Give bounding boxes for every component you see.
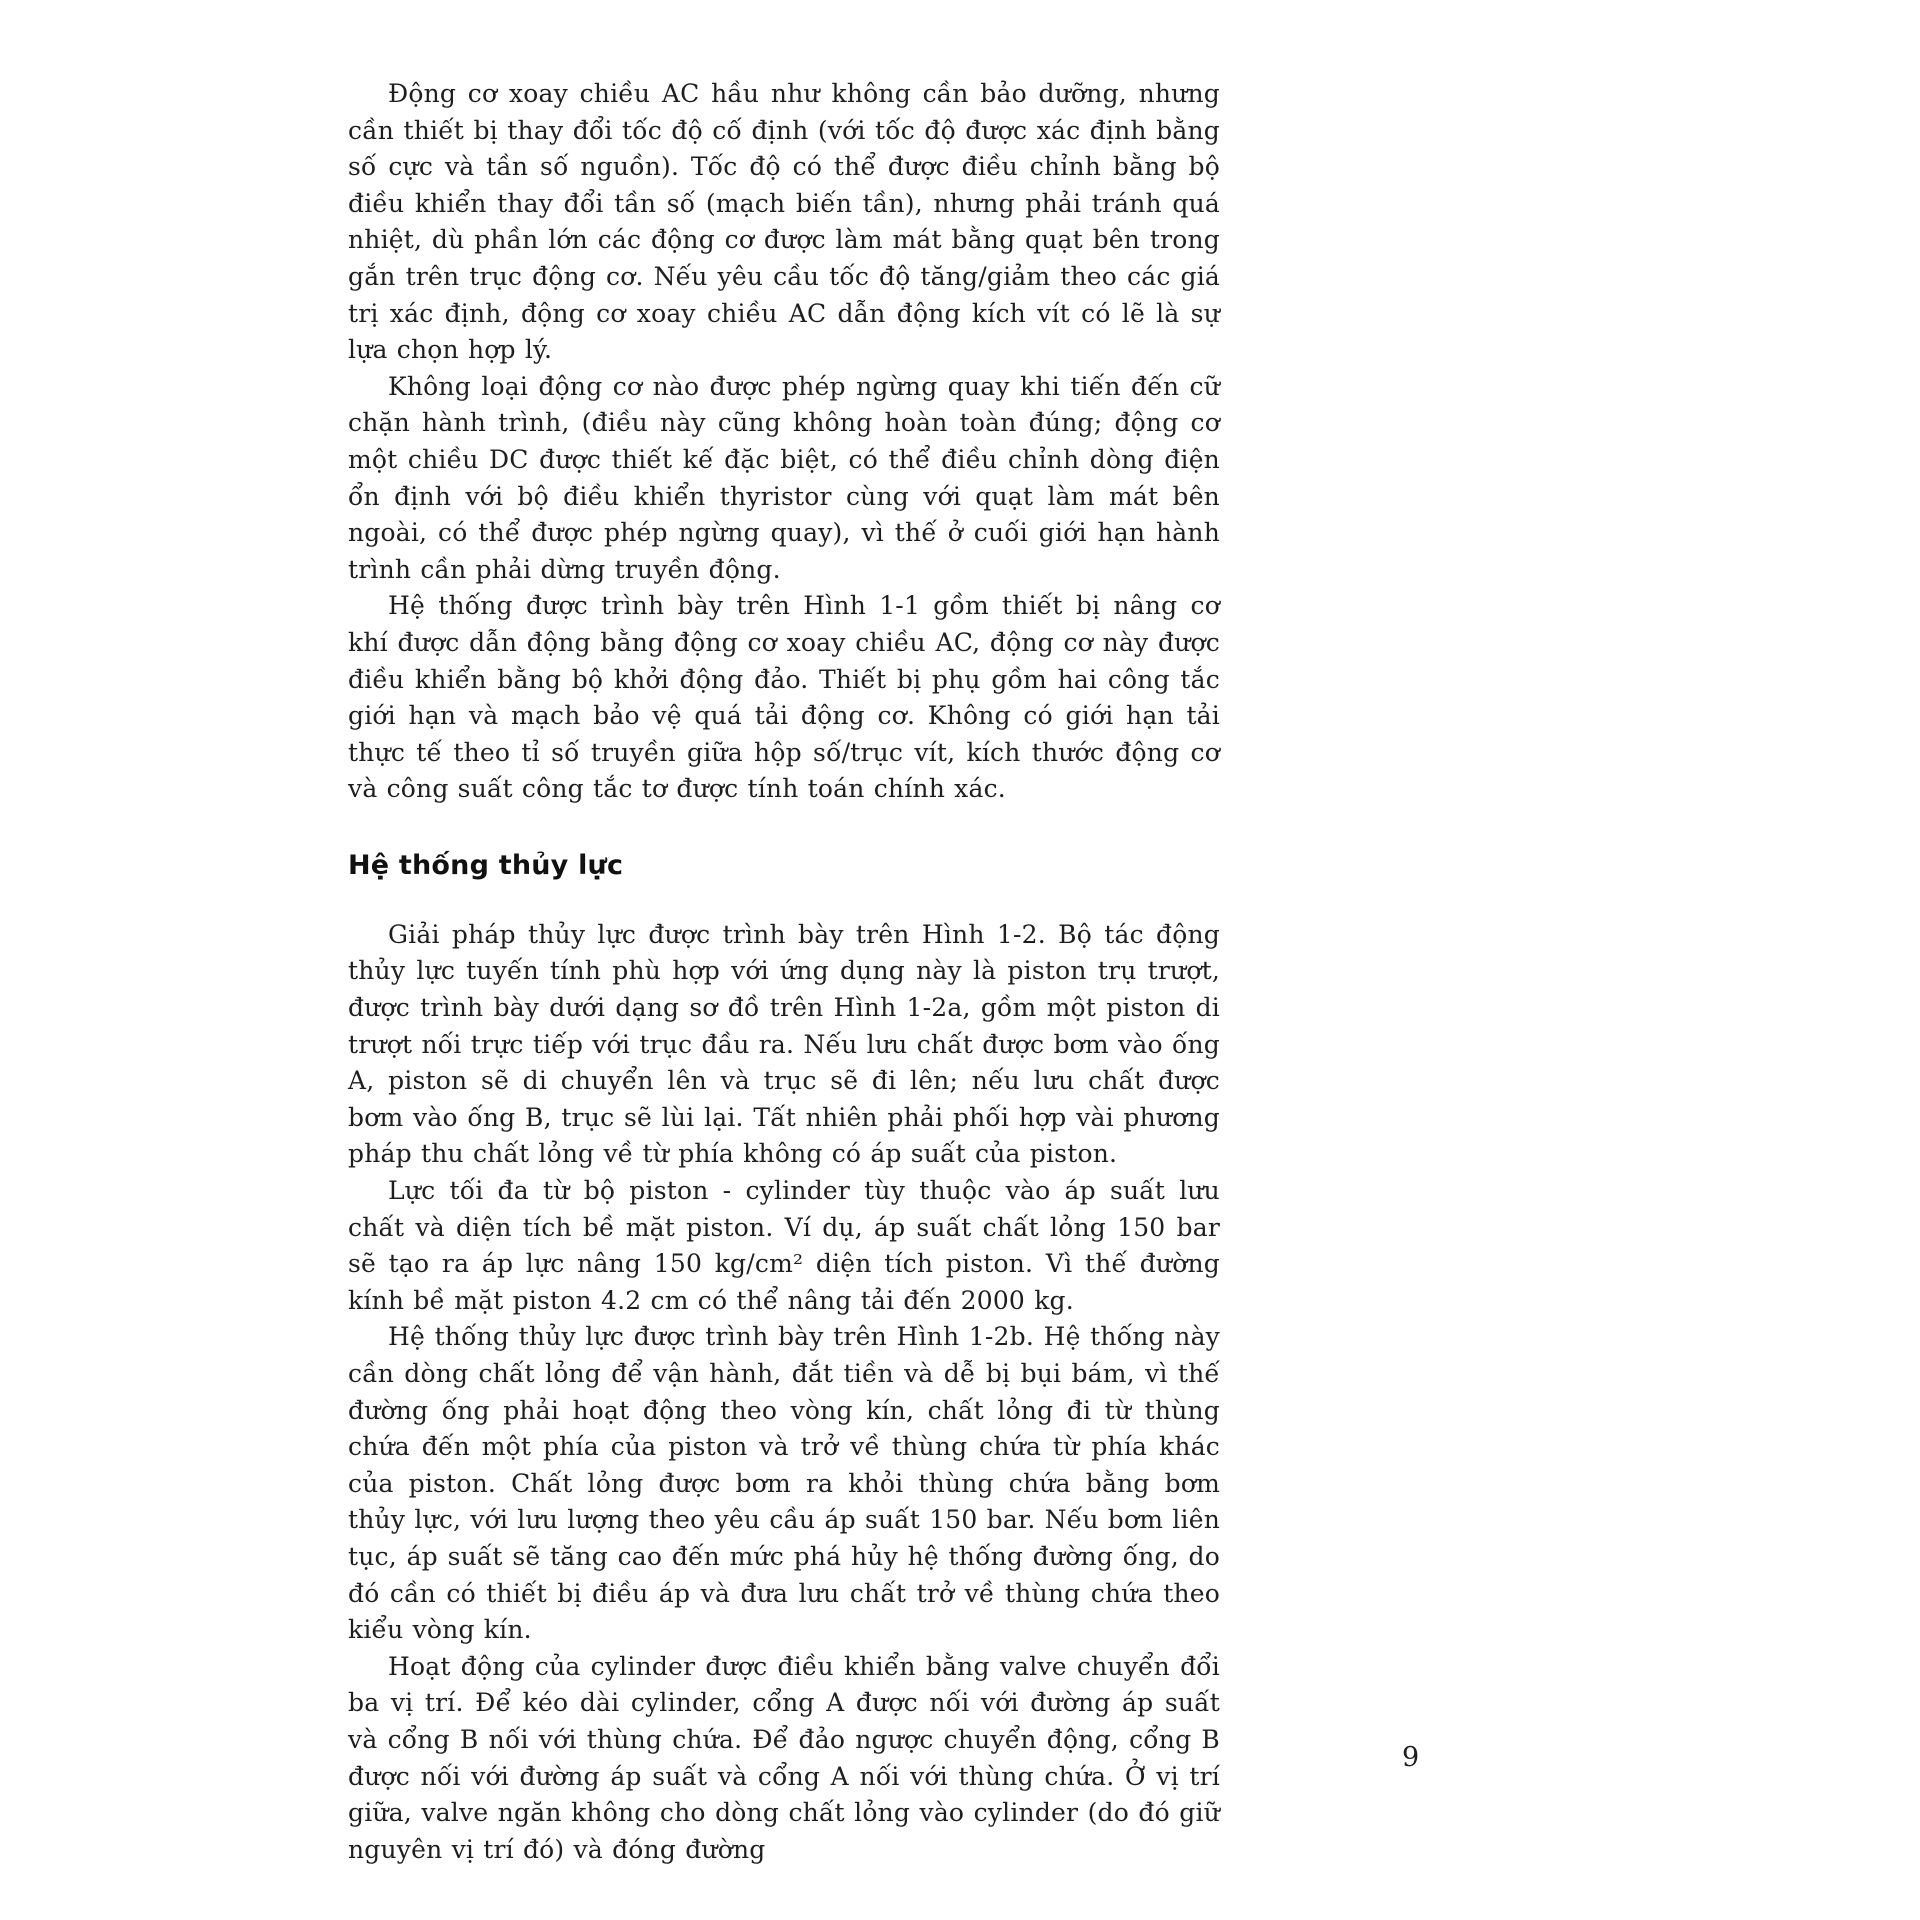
page-number: 9 — [1402, 1742, 1420, 1773]
paragraph-ac-motor: Động cơ xoay chiều AC hầu như không cần bảo dưỡng, nhưng cần thiết bị thay đổi tốc độ cố định (với tốc độ được xác định bằng số cực và tần số nguồn). Tốc độ có thể được điều chỉnh bằng bộ điều khiển thay đổi tần số (mạch biến tần), nhưng phải tránh quá nhiệt, dù phần lớn các động cơ được làm mát bằng quạt bên trong gắn trên trục động cơ. Nếu yêu cầu tốc độ tăng/giảm theo các giá trị xác định, động cơ xoay chiều AC dẫn động kích vít có lẽ là sự lựa chọn hợp lý. — [348, 79, 1220, 365]
paragraph-motor-stop: Không loại động cơ nào được phép ngừng quay khi tiến đến cữ chặn hành trình, (điều này cũng không hoàn toàn đúng; động cơ một chiều DC được thiết kế đặc biệt, có thể điều chỉnh dòng điện ổn định với bộ điều khiển thyristor cùng với quạt làm mát bên ngoài, có thể được phép ngừng quay), vì thế ở cuối giới hạn hành trình cần phải dừng truyền động. — [348, 371, 1220, 584]
paragraph-hydraulic-solution: Giải pháp thủy lực được trình bày trên Hình 1-2. Bộ tác động thủy lực tuyến tính phù hợp với ứng dụng này là piston trụ trượt, được trình bày dưới dạng sơ đồ trên Hình 1-2a, gồm một piston di trượt nối trực tiếp với trục đầu ra. Nếu lưu chất được bơm vào ống A, piston sẽ di chuyển lên và trục sẽ đi lên; nếu lưu chất được bơm vào ống B, trục sẽ lùi lại. Tất nhiên phải phối hợp vài phương pháp thu chất lỏng về từ phía không có áp suất của piston. — [348, 919, 1220, 1169]
paragraph-figure-1-2b: Hệ thống thủy lực được trình bày trên Hình 1-2b. Hệ thống này cần dòng chất lỏng để vận hành, đắt tiền và dễ bị bụi bám, vì thế đường ống phải hoạt động theo vòng kín, chất lỏng đi từ thùng chứa đến một phía của piston và trở về thùng chứa từ phía khác của piston. Chất lỏng được bơm ra khỏi thùng chứa bằng bơm thủy lực, với lưu lượng theo yêu cầu áp suất 150 bar. Nếu bơm liên tục, áp suất sẽ tăng cao đến mức phá hủy hệ thống đường ống, do đó cần có thiết bị điều áp và đưa lưu chất trở về thùng chứa theo kiểu vòng kín. — [348, 1322, 1220, 1645]
paragraph-valve-operation: Hoạt động của cylinder được điều khiển bằng valve chuyển đổi ba vị trí. Để kéo dài cylinder, cổng A được nối với đường áp suất và cổng B nối với thùng chứa. Để đảo ngược chuyển động, cổng B được nối với đường áp suất và cổng A nối với thùng chứa. Ở vị trí giữa, valve ngăn không cho dòng chất lỏng vào cylinder (do đó giữ nguyên vị trí đó) và đóng đường — [348, 1651, 1220, 1864]
section-heading-hydraulic-system: Hệ thống thủy lực — [348, 849, 624, 881]
paragraph-figure-1-1: Hệ thống được trình bày trên Hình 1-1 gồm thiết bị nâng cơ khí được dẫn động bằng động cơ xoay chiều AC, động cơ này được điều khiển bằng bộ khởi động đảo. Thiết bị phụ gồm hai công tắc giới hạn và mạch bảo vệ quá tải động cơ. Không có giới hạn tải thực tế theo tỉ số truyền giữa hộp số/trục vít, kích thước động cơ và công suất công tắc tơ được tính toán chính xác. — [348, 591, 1220, 804]
paragraph-piston-force: Lực tối đa từ bộ piston - cylinder tùy thuộc vào áp suất lưu chất và diện tích bề mặt piston. Ví dụ, áp suất chất lỏng 150 bar sẽ tạo ra áp lực nâng 150 kg/cm² diện tích piston. Vì thế đường kính bề mặt piston 4.2 cm có thể nâng tải đến 2000 kg. — [348, 1176, 1220, 1315]
text-block — [348, 76, 1220, 1868]
